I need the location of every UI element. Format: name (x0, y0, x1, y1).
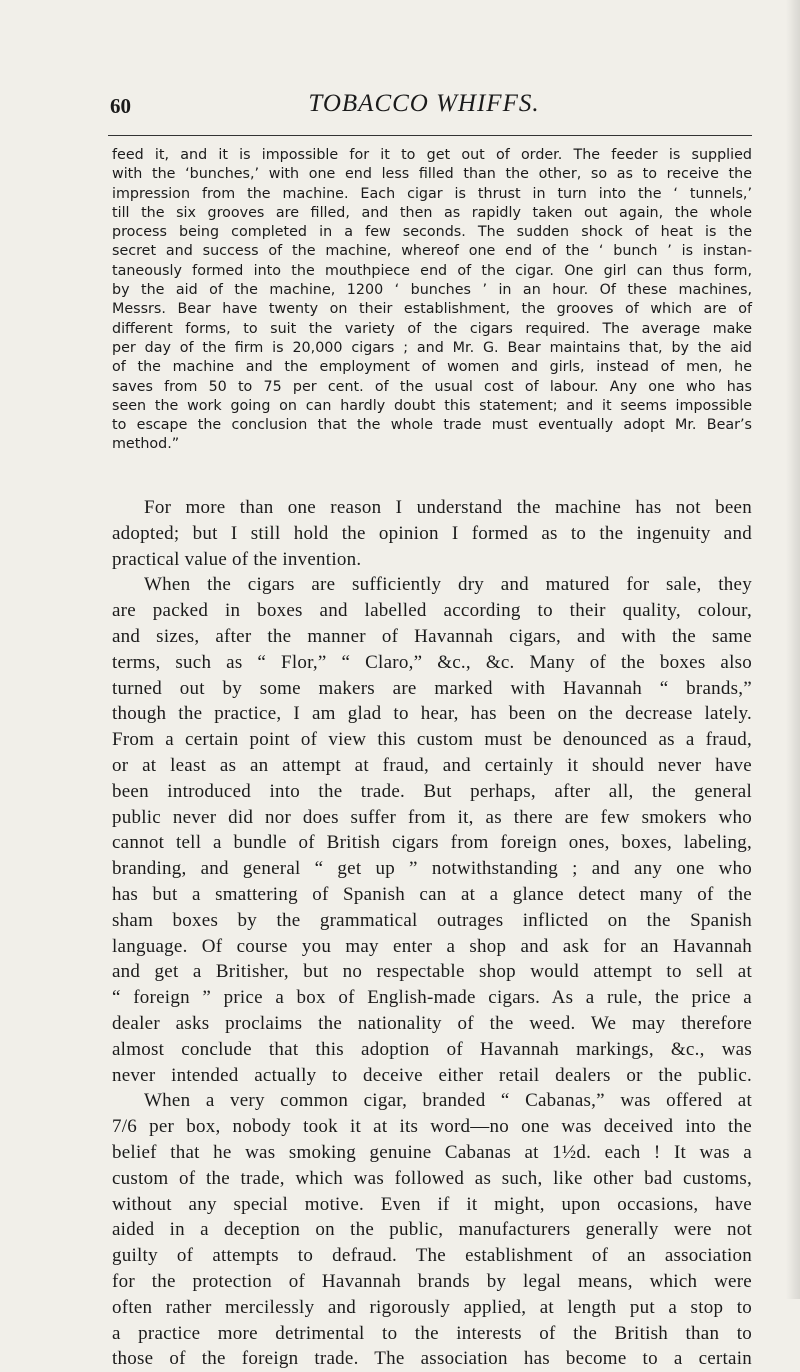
paragraph-line: been introduced into the trade. But perhaps, after all, the general (112, 780, 752, 802)
quote-line: till the six grooves are filled, and then as rapidly taken out again, the whole (112, 204, 752, 221)
paragraph-line: practical value of the invention. (112, 548, 362, 570)
page-header (96, 84, 752, 128)
paragraph-line: custom of the trade, which was followed as such, like other bad customs, (112, 1167, 752, 1189)
quote-line: saves from 50 to 75 per cent. of the usual cost of labour. Any one who has (112, 378, 752, 395)
paragraph-line: public never did nor does suffer from it, as there are few smokers who (112, 806, 752, 828)
paragraph-line: When the cigars are sufficiently dry and matured for sale, they (144, 574, 752, 596)
header-rule (108, 135, 752, 136)
quote-line: different forms, to suit the variety of the cigars required. The average make (112, 320, 752, 337)
paragraph-line: belief that he was smoking genuine Cabanas at 1½d. each ! It was a (112, 1141, 752, 1163)
quoted-passage (112, 146, 752, 455)
paragraph-line: without any special motive. Even if it might, upon occasions, have (112, 1193, 752, 1215)
paragraph-line: aided in a deception on the public, manufacturers generally were not (112, 1219, 752, 1241)
paragraph-line: almost conclude that this adoption of Havannah markings, &c., was (112, 1038, 752, 1060)
paragraph-line: sham boxes by the grammatical outrages inflicted on the Spanish (112, 909, 752, 931)
paragraph-line: cannot tell a bundle of British cigars from foreign ones, boxes, labeling, (112, 832, 752, 854)
paragraph-line: terms, such as “ Flor,” “ Claro,” &c., &c. Many of the boxes also (112, 651, 752, 673)
quote-line: secret and success of the machine, whereof one end of the ‘ bunch ’ is instan- (112, 243, 752, 260)
paragraph-line: a practice more detrimental to the interests of the British than to (112, 1322, 752, 1344)
paragraph-line: and get a Britisher, but no respectable shop would attempt to sell at (112, 961, 752, 983)
page-edge-shadow (786, 0, 800, 1299)
quote-line: impression from the machine. Each cigar is thrust in turn into the ‘ tunnels,’ (112, 185, 752, 202)
paragraph-line: From a certain point of view this custom must be denounced as a fraud, (112, 729, 752, 751)
paragraph-line: language. Of course you may enter a shop and ask for an Havannah (112, 935, 752, 957)
paragraph-line: dealer asks proclaims the nationality of the weed. We may therefore (112, 1012, 752, 1034)
paragraph-line: and sizes, after the manner of Havannah cigars, and with the same (112, 625, 752, 647)
paragraph-line: For more than one reason I understand the machine has not been (144, 497, 752, 518)
paragraph-line: never intended actually to deceive either retail dealers or the public. (112, 1064, 752, 1086)
paragraph-line: though the practice, I am glad to hear, has been on the decrease lately. (112, 703, 752, 725)
paragraph-line: adopted; but I still hold the opinion I formed as to the ingenuity and (112, 522, 752, 544)
quote-line: taneously formed into the mouthpiece end of the cigar. One girl can thus form, (112, 262, 752, 279)
paragraph-line: those of the foreign trade. The association has become to a certain (112, 1348, 752, 1370)
page-number: 60 (110, 94, 131, 118)
running-title: TOBACCO WHIFFS. (308, 90, 540, 117)
paragraph-line: When a very common cigar, branded “ Cabanas,” was offered at (144, 1090, 752, 1112)
paragraph-line: often rather mercilessly and rigorously applied, at length put a stop to (112, 1296, 752, 1318)
quote-line: feed it, and it is impossible for it to get out of order. The feeder is supplied (112, 147, 752, 163)
quote-line: with the ‘bunches,’ with one end less filled than the other, so as to receive the (112, 166, 752, 183)
paragraph-line: or at least as an attempt at fraud, and certainly it should never have (112, 754, 752, 776)
quote-line: by the aid of the machine, 1200 ‘ bunches ’ in an hour. Of these machines, (112, 282, 752, 299)
quote-line: seen the work going on can hardly doubt this statement; and it seems impossible (112, 397, 752, 414)
paragraph-line: for the protection of Havannah brands by legal means, which were (112, 1270, 752, 1292)
paragraph-line: guilty of attempts to defraud. The establishment of an association (112, 1245, 752, 1267)
quote-line: of the machine and the employment of women and girls, instead of men, he (112, 359, 752, 376)
quote-line: per day of the firm is 20,000 cigars ; and Mr. G. Bear maintains that, by the aid (112, 339, 752, 356)
quote-line: Messrs. Bear have twenty on their establishment, the grooves of which are of (112, 301, 752, 318)
quote-line: to escape the conclusion that the whole trade must eventually adopt Mr. Bear’s (112, 417, 752, 434)
paragraph-line: 7/6 per box, nobody took it at its word—no one was deceived into the (112, 1116, 752, 1138)
quote-line: process being completed in a few seconds. The sudden shock of heat is the (112, 224, 752, 241)
paragraph-line: branding, and general “ get up ” notwithstanding ; and any one who (112, 858, 752, 880)
paragraph-line: “ foreign ” price a box of English-made cigars. As a rule, the price a (112, 987, 752, 1009)
paragraph-line: turned out by some makers are marked with Havannah “ brands,” (112, 677, 752, 699)
paragraph-line: are packed in boxes and labelled according to their quality, colour, (112, 600, 752, 622)
paragraph-line: has but a smattering of Spanish can at a glance detect many of the (112, 883, 752, 905)
body-text (112, 495, 752, 1372)
quote-line: method.” (112, 436, 180, 453)
